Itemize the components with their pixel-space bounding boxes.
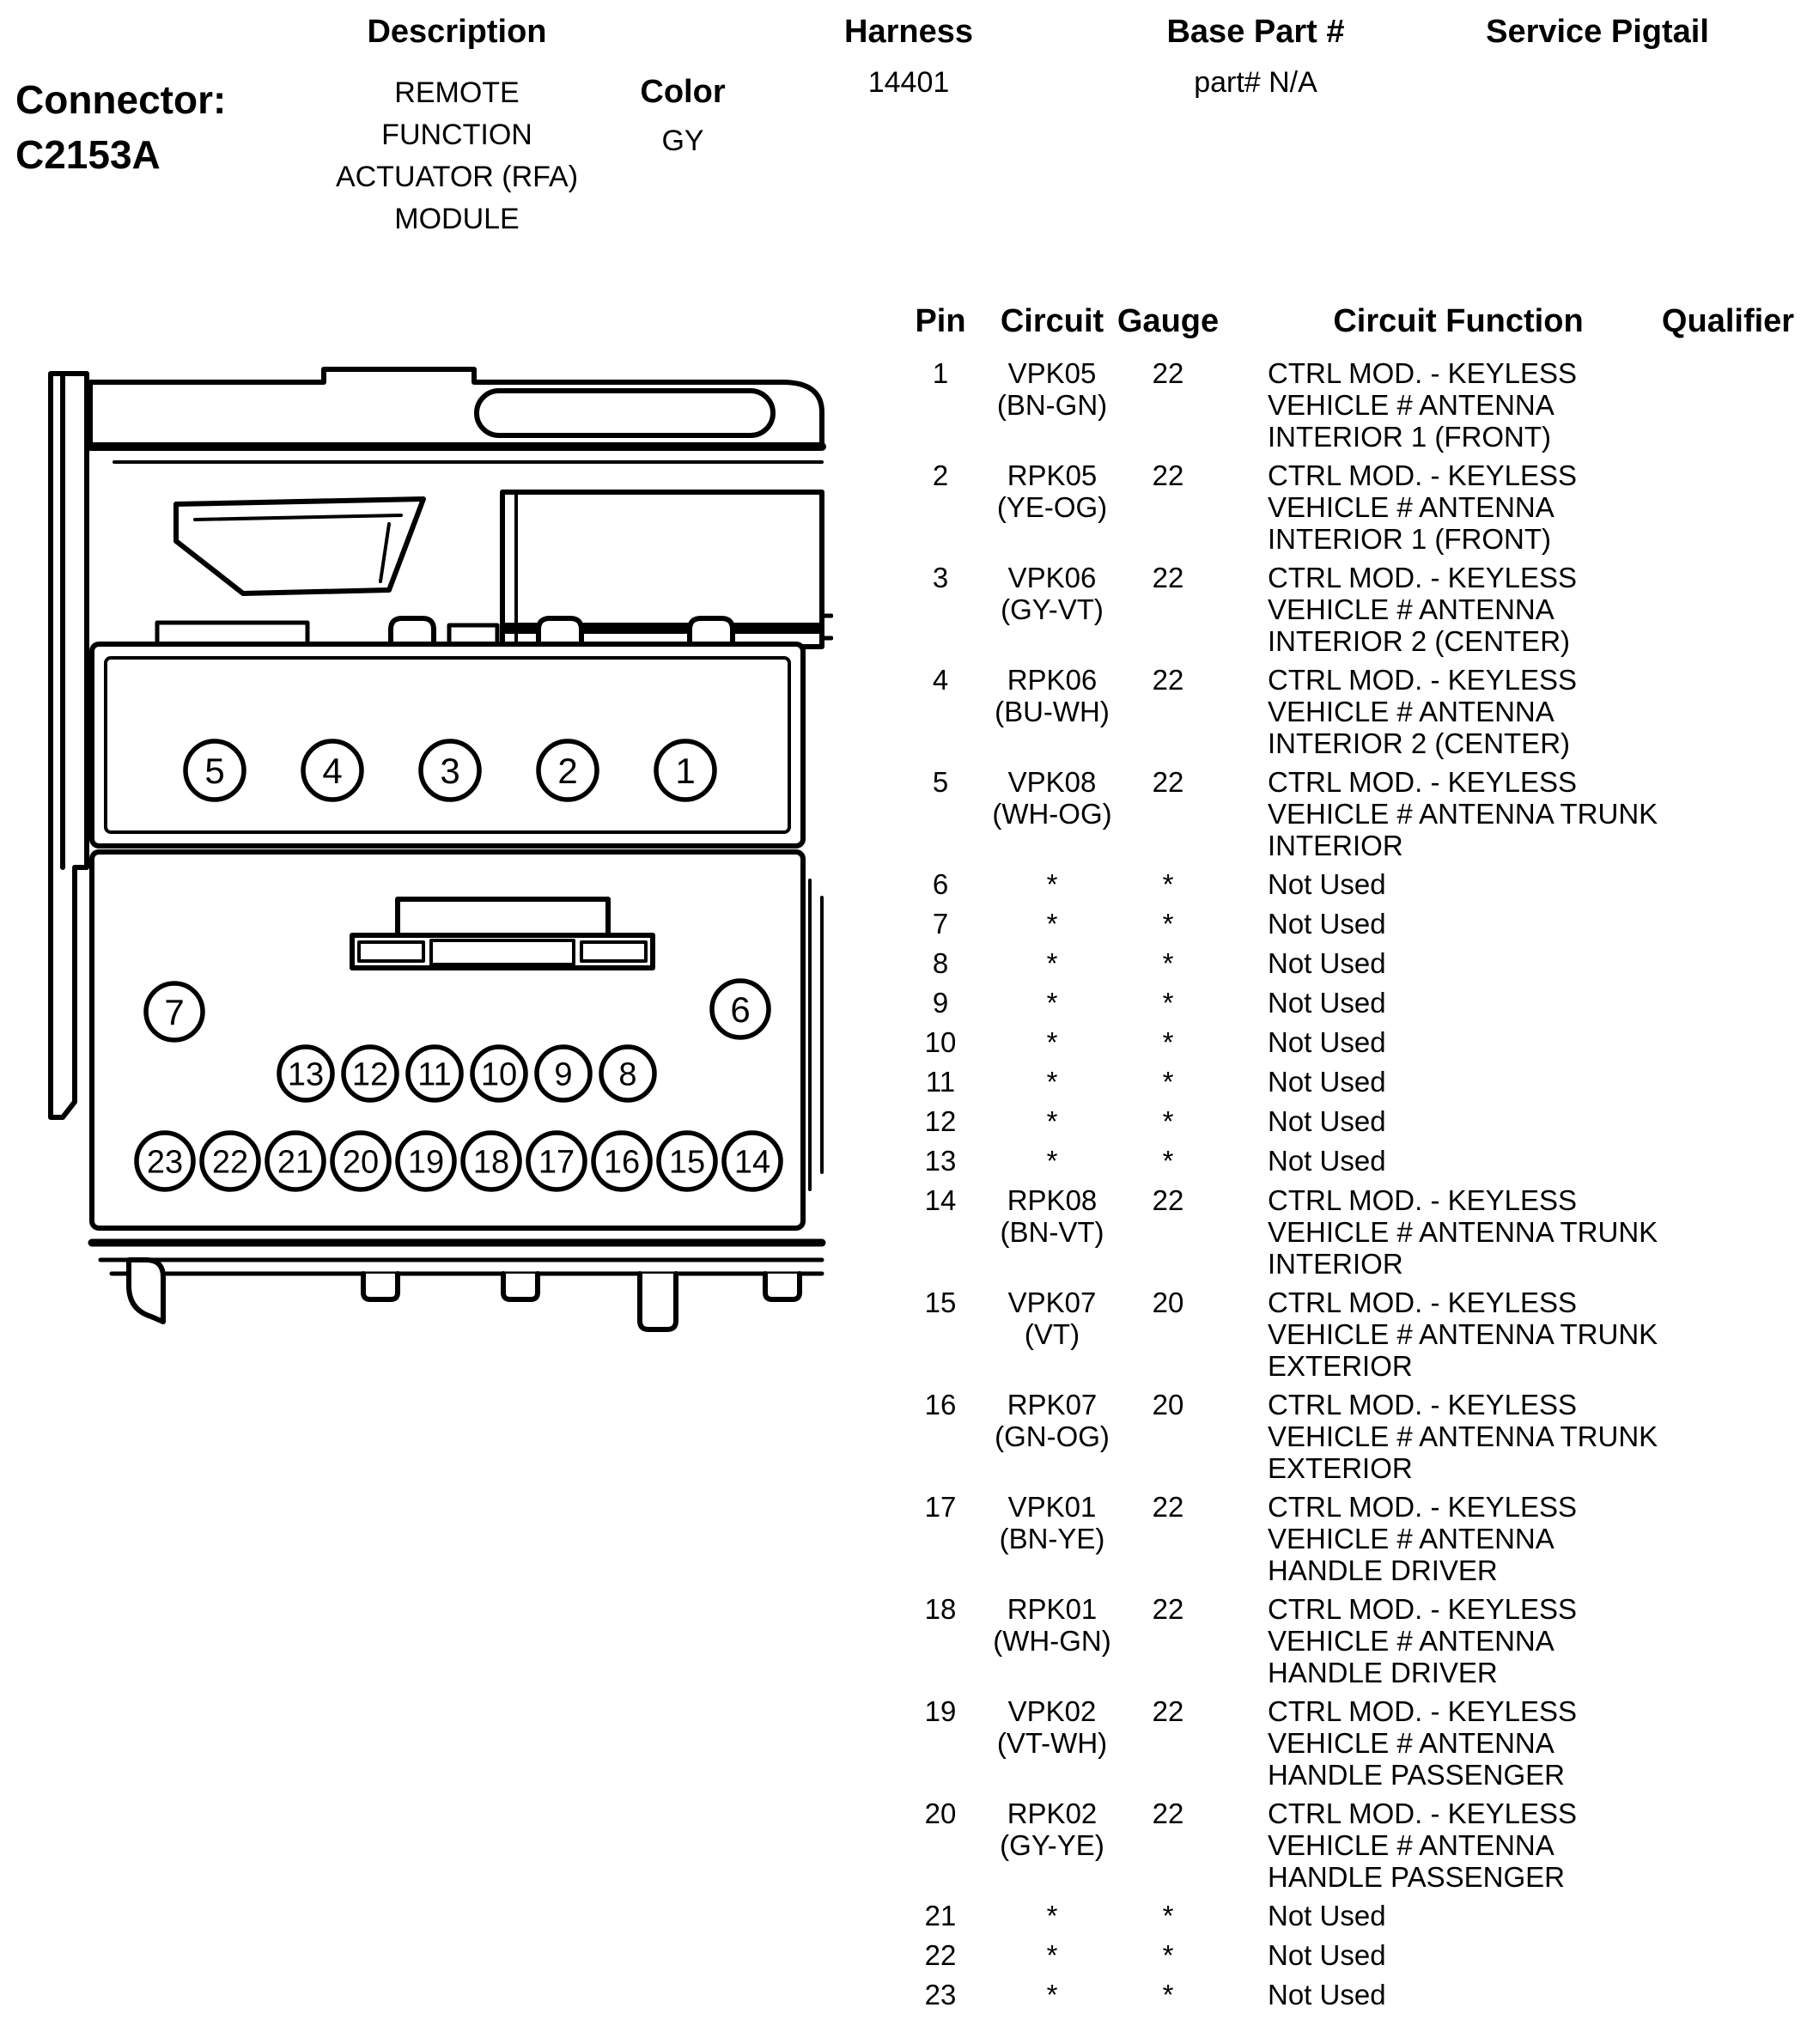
circuit-function-cell <box>1220 1593 1649 1688</box>
pin-number-cell: 21 <box>924 1900 957 1931</box>
connector-label: Connector: <box>15 77 227 122</box>
circuit-function-line: Not Used <box>1268 987 1386 1019</box>
pin-table-row <box>893 987 1807 1019</box>
circuit-function-line: Not Used <box>1268 868 1386 900</box>
pin-number: 6 <box>730 989 751 1031</box>
pin-table-row <box>893 1105 1807 1137</box>
circuit-code: RPK08 <box>1007 1184 1098 1216</box>
circuit-function-line: CTRL MOD. - KEYLESS <box>1268 1287 1578 1318</box>
pin-table-row <box>893 1145 1807 1177</box>
pin-number: 22 <box>211 1144 249 1181</box>
circuit-function-line: HANDLE PASSENGER <box>1268 1861 1565 1893</box>
gauge-cell: 22 <box>1152 562 1184 593</box>
circuit-function-line: Not Used <box>1268 908 1386 940</box>
circuit-code: * <box>1046 908 1058 940</box>
pin-number-cell: 10 <box>924 1026 957 1058</box>
cap-slot <box>477 391 773 435</box>
pin-table-row <box>893 1389 1807 1484</box>
circuit-code: * <box>1046 1939 1058 1971</box>
circuit-function-line: VEHICLE # ANTENNA <box>1268 491 1555 523</box>
harness-block <box>823 14 995 100</box>
pin-number-cell: 22 <box>924 1939 957 1971</box>
circuit-cell <box>988 1389 1116 1484</box>
circuit-function-line: INTERIOR 1 (FRONT) <box>1268 421 1551 453</box>
gauge-cell: * <box>1162 1900 1174 1931</box>
qualifier-cell <box>1649 1979 1807 2011</box>
circuit-function-cell <box>1220 1066 1649 1098</box>
circuit-function-line: Not Used <box>1268 947 1386 979</box>
qualifier-cell <box>1649 1798 1807 1893</box>
circuit-function-line: VEHICLE # ANTENNA <box>1268 1625 1555 1657</box>
circuit-function-line: CTRL MOD. - KEYLESS <box>1268 664 1578 696</box>
pin-number: 21 <box>277 1144 314 1181</box>
circuit-wire-color: (GN-OG) <box>995 1420 1110 1452</box>
circuit-code: VPK08 <box>1007 766 1097 798</box>
circuit-function-line: CTRL MOD. - KEYLESS <box>1268 766 1578 798</box>
circuit-cell <box>988 357 1116 453</box>
pin-table-header <box>893 302 1807 340</box>
circuit-function-line: CTRL MOD. - KEYLESS <box>1268 1491 1578 1523</box>
gauge-cell: 22 <box>1152 1695 1184 1727</box>
circuit-wire-color: (YE-OG) <box>996 491 1108 523</box>
circuit-code: * <box>1046 987 1058 1019</box>
circuit-cell <box>988 1695 1116 1791</box>
pin-number: 12 <box>351 1056 389 1093</box>
circuit-function-line: CTRL MOD. - KEYLESS <box>1268 1593 1578 1625</box>
circuit-function-line: VEHICLE # ANTENNA TRUNK <box>1268 1420 1658 1452</box>
circuit-code: VPK07 <box>1007 1287 1097 1318</box>
description-block <box>285 14 629 240</box>
harness-label: Harness <box>844 14 973 50</box>
circuit-code: VPK06 <box>1007 562 1097 593</box>
gauge-cell: 22 <box>1152 459 1184 491</box>
gauge-cell: 22 <box>1152 1798 1184 1829</box>
circuit-function-line: INTERIOR 1 (FRONT) <box>1268 523 1551 555</box>
circuit-function-line: EXTERIOR <box>1268 1452 1413 1484</box>
circuit-wire-color: (BN-YE) <box>999 1523 1105 1554</box>
circuit-cell <box>988 1900 1116 1931</box>
circuit-cell <box>988 947 1116 979</box>
circuit-cell <box>988 1066 1116 1098</box>
pin-number-cell: 13 <box>924 1145 957 1177</box>
pin-table-row <box>893 908 1807 940</box>
circuit-function-cell <box>1220 987 1649 1019</box>
pin-number-cell: 3 <box>932 562 949 593</box>
circuit-function-line: VEHICLE # ANTENNA <box>1268 696 1555 727</box>
pin-number: 15 <box>668 1144 706 1181</box>
base-part-block <box>1144 14 1367 100</box>
pin-number-cell: 8 <box>932 947 949 979</box>
circuit-function-cell <box>1220 459 1649 555</box>
circuit-cell <box>988 1798 1116 1893</box>
circuit-function-cell <box>1220 1389 1658 1484</box>
column-header-pin: Pin <box>915 303 966 339</box>
color-block <box>601 74 764 158</box>
description-line: MODULE <box>394 203 520 235</box>
circuit-function-line: CTRL MOD. - KEYLESS <box>1268 1389 1578 1420</box>
circuit-function-line: CTRL MOD. - KEYLESS <box>1268 357 1578 389</box>
qualifier-cell <box>1649 664 1807 759</box>
circuit-code: * <box>1046 947 1058 979</box>
circuit-function-line: VEHICLE # ANTENNA <box>1268 593 1555 625</box>
description-line: FUNCTION <box>381 119 532 151</box>
circuit-cell <box>988 908 1116 940</box>
connector-title <box>15 72 226 182</box>
service-pigtail-block <box>1460 14 1735 50</box>
circuit-function-cell <box>1220 664 1649 759</box>
gauge-cell: 22 <box>1152 1593 1184 1625</box>
pin-number-cell: 14 <box>924 1184 957 1216</box>
gauge-cell: * <box>1162 1979 1174 2011</box>
circuit-wire-color: (GY-VT) <box>1001 593 1104 625</box>
pin-table-row <box>893 459 1807 555</box>
pin-number-cell: 19 <box>924 1695 957 1727</box>
circuit-code: * <box>1046 868 1058 900</box>
circuit-function-line: HANDLE DRIVER <box>1268 1657 1498 1688</box>
qualifier-cell <box>1649 357 1807 453</box>
left-hook <box>129 1260 163 1322</box>
gauge-cell: * <box>1162 1105 1174 1137</box>
pin-number-cell: 23 <box>924 1979 957 2011</box>
circuit-code: * <box>1046 1900 1058 1931</box>
circuit-cell <box>988 987 1116 1019</box>
circuit-function-line: Not Used <box>1268 1066 1386 1098</box>
pin-number: 19 <box>407 1144 445 1181</box>
circuit-function-line: VEHICLE # ANTENNA <box>1268 389 1555 421</box>
pin-table-row <box>893 1026 1807 1058</box>
qualifier-cell <box>1649 1695 1807 1791</box>
pin-number-cell: 7 <box>932 908 949 940</box>
circuit-wire-color: (GY-YE) <box>1000 1829 1104 1861</box>
pin-table-rows <box>893 357 1807 2011</box>
qualifier-cell <box>1649 562 1807 657</box>
pin-number-cell: 4 <box>932 664 949 696</box>
circuit-code: RPK06 <box>1007 664 1098 696</box>
gauge-cell: * <box>1162 908 1174 940</box>
circuit-function-line: VEHICLE # ANTENNA TRUNK <box>1268 1318 1658 1350</box>
circuit-code: RPK07 <box>1007 1389 1098 1420</box>
circuit-function-line: Not Used <box>1268 1105 1386 1137</box>
qualifier-cell <box>1649 1389 1807 1484</box>
circuit-function-line: VEHICLE # ANTENNA TRUNK <box>1268 1216 1658 1248</box>
pin-table-row <box>893 1798 1807 1893</box>
gauge-cell: 22 <box>1152 766 1184 798</box>
circuit-cell <box>988 1145 1116 1177</box>
pin-number-cell: 20 <box>924 1798 957 1829</box>
circuit-wire-color: (VT-WH) <box>996 1727 1108 1759</box>
circuit-function-cell <box>1220 1026 1649 1058</box>
base-part-label: Base Part # <box>1166 14 1345 50</box>
gauge-cell: 22 <box>1152 664 1184 696</box>
gauge-cell: * <box>1162 1066 1174 1098</box>
circuit-code: * <box>1046 1066 1058 1098</box>
pin-number: 18 <box>472 1144 510 1181</box>
pin-table-row <box>893 1939 1807 1971</box>
pin-number: 9 <box>554 1056 573 1093</box>
pin-number-cell: 12 <box>924 1105 957 1137</box>
pin-number: 7 <box>164 992 185 1033</box>
pin-number-cell: 9 <box>932 987 949 1019</box>
circuit-code: RPK01 <box>1007 1593 1098 1625</box>
pin-number-cell: 18 <box>924 1593 957 1625</box>
qualifier-cell <box>1649 1026 1807 1058</box>
foot-tall <box>640 1274 676 1329</box>
circuit-cell <box>988 1287 1116 1382</box>
pin-table-row <box>893 664 1807 759</box>
column-header-circuit: Circuit <box>1000 303 1104 339</box>
circuit-code: * <box>1046 1145 1058 1177</box>
circuit-function-cell <box>1220 562 1649 657</box>
pin-table-row <box>893 1184 1807 1280</box>
circuit-function-line: INTERIOR <box>1268 1248 1403 1280</box>
circuit-function-cell <box>1220 1105 1649 1137</box>
connector-drawing <box>47 365 833 1335</box>
circuit-wire-color: (BN-GN) <box>996 389 1108 421</box>
pin-number: 16 <box>603 1144 641 1181</box>
circuit-function-line: Not Used <box>1268 1145 1386 1177</box>
circuit-function-line: Not Used <box>1268 1900 1386 1931</box>
circuit-function-line: CTRL MOD. - KEYLESS <box>1268 1695 1578 1727</box>
pin-number: 14 <box>733 1144 771 1181</box>
gauge-cell: * <box>1162 987 1174 1019</box>
foot <box>765 1274 800 1299</box>
gauge-cell: * <box>1162 1939 1174 1971</box>
pin-table-row <box>893 1287 1807 1382</box>
circuit-function-line: CTRL MOD. - KEYLESS <box>1268 1184 1578 1216</box>
circuit-function-line: HANDLE DRIVER <box>1268 1554 1498 1586</box>
pin-table-row <box>893 1900 1807 1931</box>
pin-number: 13 <box>287 1056 325 1093</box>
circuit-cell <box>988 1979 1116 2011</box>
qualifier-cell <box>1649 868 1807 900</box>
qualifier-cell <box>1649 1066 1807 1098</box>
gauge-cell: 22 <box>1152 1184 1184 1216</box>
circuit-function-line: CTRL MOD. - KEYLESS <box>1268 459 1578 491</box>
column-header-qualifier: Qualifier <box>1661 303 1795 339</box>
pin-number-cell: 6 <box>932 868 949 900</box>
circuit-code: RPK02 <box>1007 1798 1098 1829</box>
qualifier-cell <box>1649 1287 1807 1382</box>
pin-table-row <box>893 868 1807 900</box>
circuit-code: * <box>1046 1105 1058 1137</box>
circuit-function-cell <box>1220 357 1649 453</box>
pin-table-row <box>893 1491 1807 1586</box>
pin-number-cell: 2 <box>932 459 949 491</box>
gauge-cell: * <box>1162 1145 1174 1177</box>
pin-table-row <box>893 766 1807 861</box>
circuit-function-line: EXTERIOR <box>1268 1350 1413 1382</box>
circuit-function-line: INTERIOR <box>1268 830 1403 861</box>
pin-number: 4 <box>322 751 343 792</box>
gauge-cell: * <box>1162 1026 1174 1058</box>
pin-table-row <box>893 947 1807 979</box>
qualifier-cell <box>1649 947 1807 979</box>
center-tab <box>398 899 608 935</box>
service-pigtail-label: Service Pigtail <box>1486 14 1709 50</box>
circuit-function-line: VEHICLE # ANTENNA <box>1268 1523 1555 1554</box>
circuit-function-line: Not Used <box>1268 1939 1386 1971</box>
circuit-cell <box>988 1026 1116 1058</box>
pin-number-cell: 15 <box>924 1287 957 1318</box>
circuit-function-cell <box>1220 908 1649 940</box>
qualifier-cell <box>1649 1491 1807 1586</box>
pin-number: 20 <box>342 1144 380 1181</box>
gauge-cell: 22 <box>1152 1491 1184 1523</box>
circuit-function-cell <box>1220 1979 1649 2011</box>
circuit-cell <box>988 1491 1116 1586</box>
pin-number: 5 <box>204 751 225 792</box>
qualifier-cell <box>1649 1593 1807 1688</box>
pin-table-row <box>893 1979 1807 2011</box>
column-header-gauge: Gauge <box>1116 303 1220 339</box>
gauge-cell: * <box>1162 947 1174 979</box>
color-label: Color <box>640 74 726 110</box>
pin-table-row <box>893 1593 1807 1688</box>
gauge-cell: 22 <box>1152 357 1184 389</box>
pin-table <box>893 302 1807 2018</box>
circuit-cell <box>988 868 1116 900</box>
circuit-wire-color: (VT) <box>1024 1318 1080 1350</box>
circuit-function-cell <box>1220 1695 1649 1791</box>
foot <box>503 1274 538 1299</box>
qualifier-cell <box>1649 1900 1807 1931</box>
circuit-function-line: VEHICLE # ANTENNA <box>1268 1727 1555 1759</box>
circuit-function-cell <box>1220 1939 1649 1971</box>
circuit-function-cell <box>1220 1145 1649 1177</box>
circuit-function-cell <box>1220 766 1658 861</box>
circuit-cell <box>988 459 1116 555</box>
description-value <box>285 72 629 240</box>
circuit-cell <box>988 664 1116 759</box>
circuit-code: * <box>1046 1979 1058 2011</box>
connector-diagram <box>47 365 833 1340</box>
circuit-function-line: INTERIOR 2 (CENTER) <box>1268 727 1571 759</box>
circuit-function-line: VEHICLE # ANTENNA <box>1268 1829 1555 1861</box>
circuit-code: * <box>1046 1026 1058 1058</box>
circuit-wire-color: (BU-WH) <box>995 696 1110 727</box>
harness-value: 14401 <box>867 66 950 99</box>
description-label: Description <box>367 14 547 50</box>
circuit-cell <box>988 1939 1116 1971</box>
pin-number: 2 <box>557 751 578 792</box>
circuit-function-cell <box>1220 1287 1658 1382</box>
description-line: REMOTE <box>394 76 520 109</box>
circuit-function-cell <box>1220 947 1649 979</box>
qualifier-cell <box>1649 459 1807 555</box>
qualifier-cell <box>1649 987 1807 1019</box>
circuit-wire-color: (BN-VT) <box>1000 1216 1104 1248</box>
pin-number: 23 <box>146 1144 184 1181</box>
pin-table-row <box>893 357 1807 453</box>
circuit-function-line: VEHICLE # ANTENNA TRUNK <box>1268 798 1658 830</box>
base-part-value: part# N/A <box>1194 66 1317 99</box>
circuit-function-cell <box>1220 1184 1658 1280</box>
qualifier-cell <box>1649 1145 1807 1177</box>
qualifier-cell <box>1649 1939 1807 1971</box>
pin-number: 10 <box>480 1056 518 1093</box>
qualifier-cell <box>1649 1184 1807 1280</box>
circuit-function-cell <box>1220 1491 1649 1586</box>
gauge-cell: 20 <box>1152 1287 1184 1318</box>
pin-number-cell: 1 <box>932 357 949 389</box>
circuit-function-line: Not Used <box>1268 1979 1386 2011</box>
pin-number: 17 <box>538 1144 575 1181</box>
gauge-cell: 20 <box>1152 1389 1184 1420</box>
pin-number-cell: 16 <box>924 1389 957 1420</box>
gauge-cell: * <box>1162 868 1174 900</box>
circuit-function-cell <box>1220 1798 1649 1893</box>
qualifier-cell <box>1649 1105 1807 1137</box>
pin-number-cell: 11 <box>925 1066 956 1098</box>
circuit-code: VPK05 <box>1007 357 1097 389</box>
circuit-cell <box>988 562 1116 657</box>
pin-number-cell: 17 <box>924 1491 957 1523</box>
pin-table-row <box>893 562 1807 657</box>
circuit-cell <box>988 1184 1116 1280</box>
circuit-function-line: CTRL MOD. - KEYLESS <box>1268 1798 1578 1829</box>
pin-number: 11 <box>417 1056 452 1093</box>
pin-number: 1 <box>675 751 696 792</box>
circuit-code: VPK02 <box>1007 1695 1097 1727</box>
circuit-cell <box>988 1105 1116 1137</box>
pin-table-row <box>893 1695 1807 1791</box>
circuit-cell <box>988 1593 1116 1688</box>
circuit-code: RPK05 <box>1007 459 1098 491</box>
circuit-function-line: HANDLE PASSENGER <box>1268 1759 1565 1791</box>
circuit-function-line: INTERIOR 2 (CENTER) <box>1268 625 1571 657</box>
description-line: ACTUATOR (RFA) <box>335 161 579 193</box>
circuit-function-line: Not Used <box>1268 1026 1386 1058</box>
connector-id: C2153A <box>15 132 161 177</box>
pin-table-row <box>893 1066 1807 1098</box>
qualifier-cell <box>1649 908 1807 940</box>
circuit-function-cell <box>1220 1900 1649 1931</box>
pin-number: 8 <box>618 1056 637 1093</box>
circuit-wire-color: (WH-OG) <box>992 798 1112 830</box>
circuit-code: VPK01 <box>1007 1491 1097 1523</box>
pin-number: 3 <box>440 751 460 792</box>
circuit-function-cell <box>1220 868 1649 900</box>
circuit-wire-color: (WH-GN) <box>993 1625 1111 1657</box>
circuit-cell <box>988 766 1116 861</box>
left-bracket <box>51 374 87 1117</box>
color-value: GY <box>661 125 704 157</box>
qualifier-cell <box>1649 766 1807 861</box>
column-header-circuit-function: Circuit Function <box>1333 303 1584 339</box>
foot <box>363 1274 398 1299</box>
circuit-function-line: CTRL MOD. - KEYLESS <box>1268 562 1578 593</box>
pin-number-cell: 5 <box>932 766 949 798</box>
